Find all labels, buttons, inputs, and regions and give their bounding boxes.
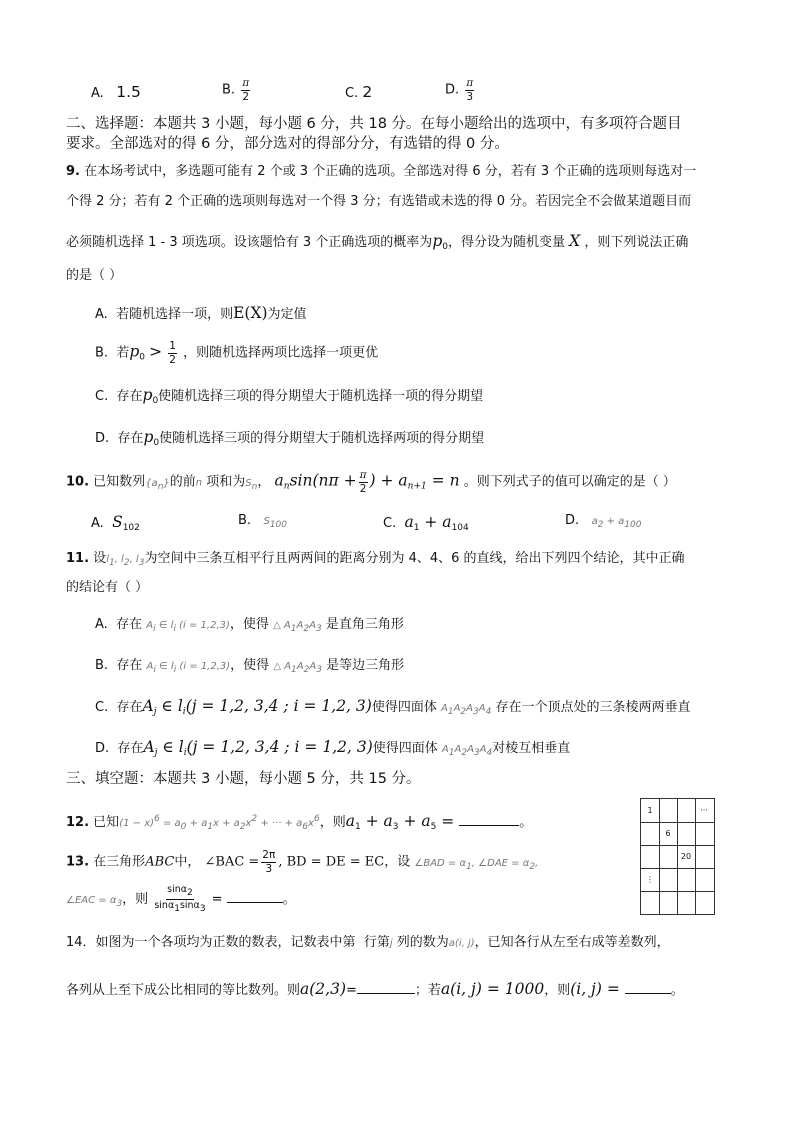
q8-choice-b: B. $\frac{\pi}{2}$: [222, 77, 250, 103]
table-cell-r2c2: 6: [665, 829, 671, 838]
q14-answer-blank-1[interactable]: [357, 981, 415, 994]
q11-choice-b: B. 存在 Ai ∈ li (i = 1,2,3)，使得 △ A1A2A3 是等边三角形: [95, 658, 405, 675]
q11-line1: 11. 设l1, l2, l3为空间中三条互相平行且两两间的距离分别为 4、4、6 的直线，给出下列四个结论，其中正确: [66, 551, 685, 568]
section3-heading: 三、填空题：本题共 3 小题，每小题 5 分，共 15 分。: [66, 771, 421, 787]
number-table: [640, 798, 715, 915]
q11-choice-a: A. 存在 Ai ∈ li (i = 1,2,3)，使得 △ A1A2A3 是直角三角形: [95, 617, 404, 634]
table-cell-r3c3: 20: [680, 852, 692, 861]
q9-choice-c: C. 存在$p_0$使随机选择三项的得分期望大于随机选择一项的得分期望: [95, 386, 484, 406]
q8-choice-c: C. 2: [345, 83, 373, 101]
q9-line1: 9. 在本场考试中，多选题可能有 2 个或 3 个正确的选项。全部选对得 6 分，若有 3 个正确的选项则每选对一: [66, 164, 697, 179]
q10-choice-b: B. S100: [238, 513, 288, 530]
q12-stem: 12. 已知(1 − x)6 = a0 + a1x + a2x2 + ··· + a6x6，则$a_1 + a_3 + a_5$ = 。: [66, 812, 533, 832]
table-cell-r4c1: ⋮: [646, 875, 654, 884]
q9-line4: 的是（ ）: [66, 268, 123, 283]
q9-choice-b: B. 若$p_0$ > $\frac{1}{2}$ ，则随机选择两项比选择一项更优: [95, 340, 379, 366]
q9-line3: 必须随机选择 1 - 3 项选项。设该题恰有 3 个正确选项的概率为$p_0$，得分设为随机变量 X ，则下列说法正确: [66, 232, 689, 252]
q14-line2: 各列从上至下成公比相同的等比数列。则a(2,3)= ；若a(i, j) = 1000，则(i, j) = 。: [66, 980, 684, 998]
q8-choice-d: D. $\frac{\pi}{3}$: [445, 77, 474, 103]
table-cell-r1c4: ···: [700, 806, 708, 815]
q13-line2: ∠EAC = α3，则 $\frac{\sin\alpha 2}{\sin\alpha 1\sin\alpha 3}$ = 。: [66, 884, 296, 914]
q9-line2: 个得 2 分；若有 2 个正确的选项则每选对一个得 3 分；有选错或未选的得 0 分。若因完全不会做某道题目而: [66, 194, 692, 209]
q10-choice-a: A. $S_{102}$: [91, 513, 140, 533]
q9-choice-d: D. 存在$p_0$使随机选择三项的得分期望大于随机选择两项的得分期望: [95, 428, 485, 448]
section2-heading-line1: 二、选择题：本题共 3 小题，每小题 6 分，共 18 分。在每小题给出的选项中，有多项符合题目: [66, 116, 682, 132]
q13-answer-blank[interactable]: [227, 890, 283, 903]
table-cell-r1c1: 1: [647, 806, 653, 815]
q14-answer-blank-2[interactable]: [625, 981, 671, 994]
q14-line1: 14．如图为一个各项均为正数的数表，记数表中第 行第j 列的数为a(i, j)，已知各行从左至右成等差数列，: [66, 935, 670, 950]
q11-choice-c: C. 存在$A_j$ ∈ $l_i(j = 1,2$, 3,4 ; i = 1,2, 3)使得四面体 A1A2A3A4 存在一个顶点处的三条棱两两垂直: [95, 697, 691, 717]
q13-line1: 13. 在三角形ABC中， ∠BAC = $\frac{2\pi}{3}$ , BD = DE = EC，设 ∠BAD = α1, ∠DAE = α2,: [66, 849, 539, 875]
section2-heading-line2: 要求。全部选对的得 6 分，部分选对的得部分分，有选错的得 0 分。: [66, 136, 509, 152]
q10-choice-c: C. $a_1 + a_{104}$: [383, 513, 469, 533]
q11-line2: 的结论有（ ）: [66, 580, 149, 595]
q10-stem: 10. 已知数列{an}的前n 项和为Sn， $a_n\sin(n\pi$ + $\frac{\pi}{2}$ ) + $a_{n+1} = n$ 。则下列式子的值可以确定的是（ ）: [66, 469, 676, 495]
q9-choice-a: A. 若随机选择一项，则E(X)为定值: [95, 304, 307, 322]
q11-choice-d: D. 存在$A_j$ ∈ $l_i(j = 1,2$, 3,4 ; i = 1,2, 3)使得四面体 A1A2A3A4对棱互相垂直: [95, 738, 571, 758]
q8-choice-a: A. 1.5: [91, 83, 141, 101]
q10-choice-d: D. a2 + a100: [565, 513, 642, 530]
q12-answer-blank[interactable]: [459, 813, 519, 826]
